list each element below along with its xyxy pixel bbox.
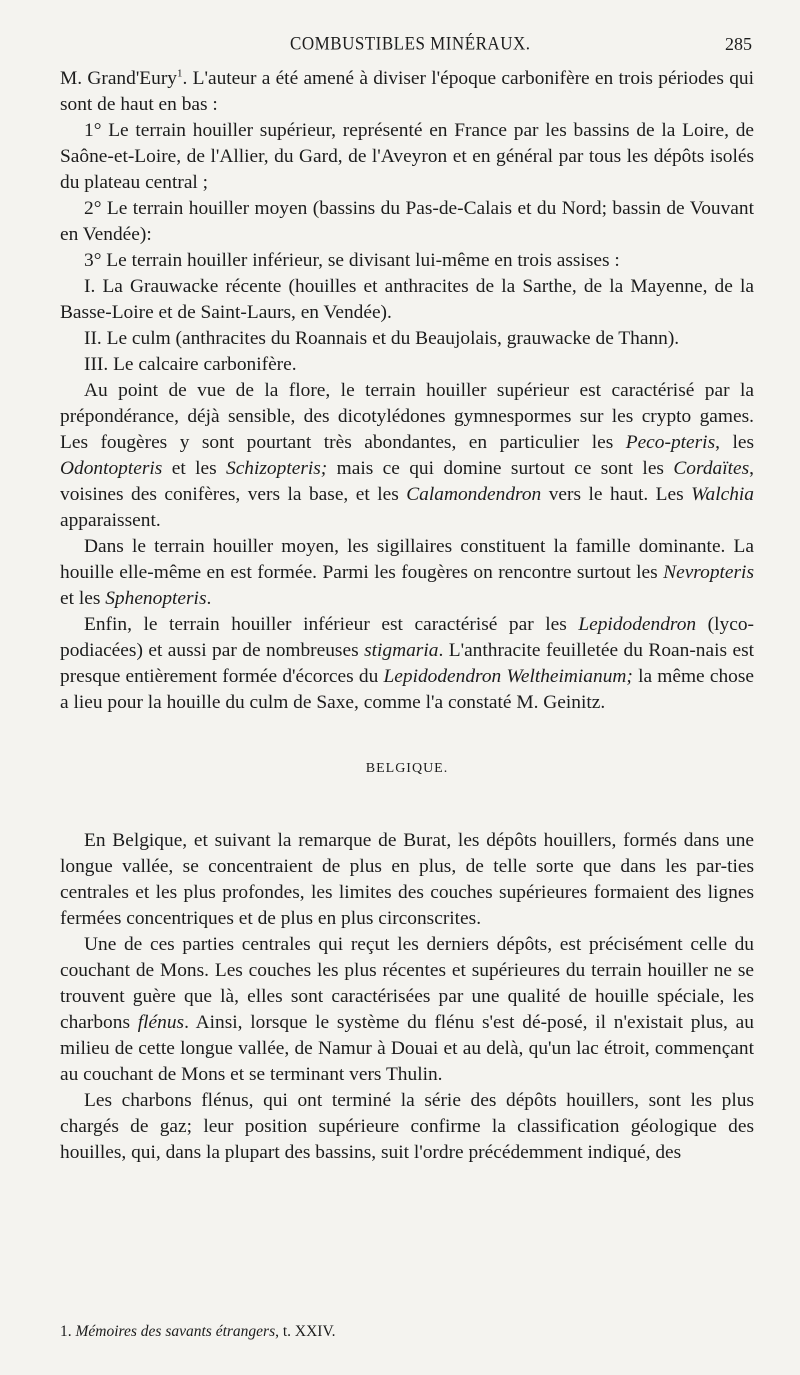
taxon-name: Schizopteris; [226, 458, 328, 479]
running-title: COMBUSTIBLES MINÉRAUX. [290, 33, 531, 54]
text-span: Au point de vue de la flore, le terrain houiller supérieur est caractérisé par la prépondérance, déjà sensible, des dicotylédones gymnespormes sur les crypto games. Les fougères y sont pourtant très abondantes, en particulier les [60, 380, 754, 453]
page-number: 285 [725, 34, 752, 54]
text-span: . Ainsi, lorsque le système du flénu s'est dé-posé, il n'existait plus, au milieu de cette longue vallée, de Namur à Douai et au delà, qu'un lac étroit, commençant au couchant de Mons et se terminant vers Thulin. [60, 1012, 754, 1085]
paragraph-flore-inferieur [60, 612, 754, 716]
italic-term: flénus [137, 1012, 185, 1033]
paragraph-flore-moyen [60, 534, 754, 612]
section-heading: BELGIQUE. [365, 761, 449, 776]
paragraph-belgique-3: Les charbons flénus, qui ont terminé la série des dépôts houillers, sont les plus chargés de gaz; leur position supérieure confirme la classification géologique des houilles, qui, dans la plupart des bassins, suit l'ordre précédemment indiqué, des [60, 1090, 754, 1163]
footnote-title: Mémoires des savants étrangers [75, 1323, 276, 1340]
footnote [60, 1322, 754, 1342]
list-item-assise-3: III. Le calcaire carbonifère. [84, 354, 297, 375]
list-item-assise-2: II. Le culm (anthracites du Roannais et du Beaujolais, grauwacke de Thann). [84, 328, 680, 349]
page-header [60, 30, 760, 58]
paragraph-belgique-2 [60, 932, 754, 1088]
footnote-ref: 1 [177, 67, 183, 80]
taxon-name: Walchia [691, 484, 754, 505]
body-text [60, 66, 754, 1166]
text-span: . L'anthracite feuilletée du Roan-nais est presque entièrement formée d'écorces du [60, 640, 755, 687]
text-span: Dans le terrain houiller moyen, les sigillaires constituent la famille dominante. La houille elle-même en est formée. Parmi les fougères on rencontre surtout les [60, 536, 754, 583]
text-span: . L'auteur a été amené à diviser l'époque carbonifère en trois périodes qui sont de haut en bas : [60, 68, 754, 115]
text-span: et les [60, 588, 106, 609]
text-span: M. Grand'Eury [60, 68, 178, 89]
text-span: et les [162, 458, 226, 479]
text-span: (lyco-podiacées) et aussi par de nombreuses [60, 614, 754, 661]
text-span: Enfin, le terrain houiller inférieur est caractérisé par les [84, 614, 579, 635]
list-item-period-1: 1° Le terrain houiller supérieur, représenté en France par les bassins de la Loire, de Saône-et-Loire, de l'Allier, du Gard, de l'Aveyron et en général par tous les dépôts isolés du plateau central ; [60, 120, 754, 193]
paragraph-belgique-1: En Belgique, et suivant la remarque de Burat, les dépôts houillers, formés dans une longue vallée, se concentraient de plus en plus, de telle sorte que dans les par-ties centrales et les plus profondes, les limites des couches supérieures formaient des lignes fermées concentriques et de plus en plus circonscrites. [60, 830, 754, 929]
text-span: , voisines des conifères, vers la base, et les [60, 458, 754, 505]
list-item-period-2: 2° Le terrain houiller moyen (bassins du Pas-de-Calais et du Nord; bassin de Vouvant en Vendée): [60, 198, 754, 245]
text-span: Une de ces parties centrales qui reçut les derniers dépôts, est précisément celle du couchant de Mons. Les couches les plus récentes et supérieures du terrain houiller ne se trouvent guère que là, elles sont caractérisées par une qualité de houille spéciale, les charbons [60, 934, 754, 1033]
taxon-name: Lepidodendron Weltheimianum; [383, 666, 633, 687]
text-span: la même chose a lieu pour la houille du culm de Saxe, comme l'a constaté M. Geinitz. [60, 666, 755, 713]
taxon-name: Odontopteris [60, 458, 163, 479]
text-span: apparaissent. [60, 510, 161, 531]
paragraph-flore-superieur [60, 378, 754, 534]
taxon-name: stigmaria [364, 640, 439, 661]
list-item-assise-1: I. La Grauwacke récente (houilles et anthracites de la Sarthe, de la Mayenne, de la Basse-Loire et de Saint-Laurs, en Vendée). [60, 276, 754, 323]
text-span: . [206, 588, 212, 609]
footnote-number: 1. [60, 1323, 72, 1340]
taxon-name: Sphenopteris [105, 588, 207, 609]
text-span: , les [715, 432, 754, 453]
taxon-name: Cordaïtes [673, 458, 750, 479]
taxon-name: Nevropteris [663, 562, 754, 583]
list-item-period-3: 3° Le terrain houiller inférieur, se divisant lui-même en trois assises : [84, 250, 620, 271]
paragraph-intro [60, 66, 754, 118]
taxon-name: Peco-pteris [625, 432, 716, 453]
taxon-name: Calamondendron [406, 484, 542, 505]
text-span: vers le haut. Les [541, 484, 692, 505]
taxon-name: Lepidodendron [578, 614, 697, 635]
footnote-rest: , t. XXIV. [275, 1323, 336, 1340]
text-span: mais ce qui domine surtout ce sont les [327, 458, 674, 479]
